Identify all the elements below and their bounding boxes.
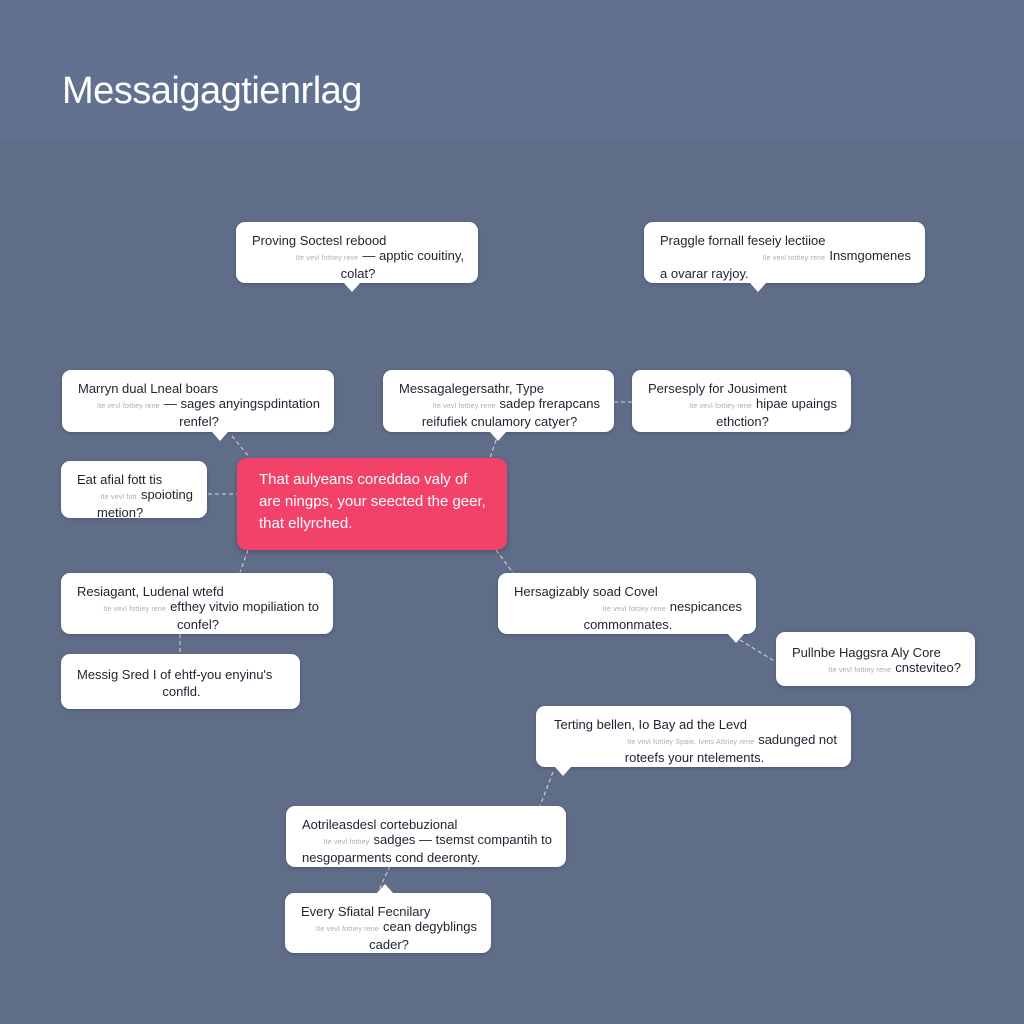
message-node[interactable] bbox=[776, 632, 975, 686]
central-line: That aulyeans coreddao valy of bbox=[259, 471, 468, 488]
node-title: Every Sfiatal Fecnilary bbox=[301, 904, 431, 919]
node-detail: confel? bbox=[177, 617, 219, 632]
node-detail: roteefs your ntelements. bbox=[624, 750, 765, 765]
node-title: Eat afial fott tis bbox=[77, 472, 163, 487]
node-faint-text: Ite vevl fottiey rene bbox=[316, 926, 380, 933]
message-node[interactable] bbox=[236, 222, 478, 283]
node-faint-text: Ite vevl fott bbox=[100, 494, 137, 501]
node-title: Aotrileasdesl cortebuzional bbox=[302, 817, 458, 832]
node-title: Praggle fornall feseiy lectiioe bbox=[660, 233, 826, 248]
node-faint-text: Ite vevl fottiey bbox=[323, 839, 370, 846]
node-faint-text: Ite vevl fottiey reve bbox=[295, 255, 359, 262]
node-detail: ethction? bbox=[716, 414, 769, 429]
message-node[interactable] bbox=[61, 654, 300, 709]
speech-tail bbox=[377, 884, 393, 893]
node-title: Messagalegersathr, Type bbox=[399, 381, 545, 396]
node-title: Persesply for Jousiment bbox=[648, 381, 787, 396]
node-faint-text: Ile vevl tottiey rene bbox=[762, 255, 826, 262]
node-subtitle: hipae upaings bbox=[756, 396, 837, 411]
node-subtitle: nespicances bbox=[669, 599, 742, 614]
speech-tail bbox=[555, 767, 571, 776]
node-detail: nesgoparments cond deeronty. bbox=[302, 850, 481, 865]
message-node[interactable] bbox=[62, 370, 334, 432]
node-subtitle: spoioting bbox=[140, 487, 193, 502]
node-subtitle: efthey vitvio mopiliation to bbox=[170, 599, 319, 614]
node-faint-text: Ite vevl fottiey rene bbox=[828, 667, 892, 674]
node-detail: metion? bbox=[97, 505, 144, 520]
node-detail: reifufiek cnulamory catyer? bbox=[421, 414, 578, 429]
speech-tail bbox=[750, 283, 766, 292]
node-subtitle: sadges — tsemst compantih to bbox=[373, 832, 552, 847]
connector-line bbox=[232, 436, 250, 458]
speech-tail bbox=[728, 634, 744, 643]
node-detail: cader? bbox=[369, 937, 409, 952]
message-node[interactable] bbox=[644, 222, 925, 283]
message-node[interactable] bbox=[383, 370, 614, 432]
connector-line bbox=[496, 550, 514, 574]
node-subtitle: sadunged not bbox=[758, 732, 837, 747]
node-faint-text: Ite vevl fottiey rene bbox=[103, 606, 167, 613]
node-faint-text: Ite vevl fottiey Spaie. Ivets Attriey rene bbox=[627, 739, 755, 746]
node-faint-text: Ite vevl fottiey rene bbox=[432, 403, 496, 410]
central-line: that ellyrched. bbox=[259, 515, 353, 532]
node-faint-text: Ite vevl fottiey rene bbox=[689, 403, 753, 410]
node-detail: a ovarar rayjoy. bbox=[660, 266, 749, 281]
page-title: Messaigagtienrlag bbox=[62, 70, 362, 112]
message-node[interactable] bbox=[286, 806, 566, 867]
central-node[interactable] bbox=[237, 458, 507, 550]
node-title: Pullnbe Haggsra Aly Core bbox=[792, 645, 941, 660]
speech-tail bbox=[490, 432, 506, 441]
message-node[interactable] bbox=[536, 706, 851, 767]
node-faint-text: Ite vevl fottiey rene bbox=[96, 403, 160, 410]
node-subtitle: cnsteviteo? bbox=[895, 660, 961, 675]
connector-line bbox=[240, 550, 248, 572]
node-detail: renfel? bbox=[179, 414, 219, 429]
connector-line bbox=[490, 440, 496, 458]
node-title: Proving Soctesl rebood bbox=[252, 233, 387, 248]
node-faint-text: Ite vevl fottiey rene bbox=[602, 606, 666, 613]
speech-tail bbox=[212, 432, 228, 441]
node-subtitle: sadep frerapcans bbox=[499, 396, 600, 411]
node-subtitle: — apptic couitiny, bbox=[362, 248, 464, 263]
node-detail: confld. bbox=[162, 684, 201, 699]
node-subtitle: Insmgomenes bbox=[829, 248, 911, 263]
node-subtitle: cean degyblings bbox=[383, 919, 477, 934]
node-detail: commonmates. bbox=[583, 617, 673, 632]
node-title: Terting bellen, Io Bay ad the Levd bbox=[554, 717, 747, 732]
node-title: Resiagant, Ludenal wtefd bbox=[77, 584, 224, 599]
message-node[interactable] bbox=[285, 893, 491, 953]
message-node[interactable] bbox=[61, 573, 333, 634]
node-title: Marryn dual Lneal boars bbox=[78, 381, 219, 396]
connector-line bbox=[740, 640, 776, 662]
speech-tail bbox=[344, 283, 360, 292]
central-line: are ningps, your seected the geer, bbox=[259, 493, 486, 510]
message-node[interactable] bbox=[61, 461, 207, 518]
node-detail: colat? bbox=[340, 266, 376, 281]
node-title: Messig Sred I of ehtf-you enyinu's bbox=[77, 667, 273, 682]
connector-line bbox=[540, 772, 553, 806]
node-title: Hersagizably soad Covel bbox=[514, 584, 658, 599]
message-node[interactable] bbox=[498, 573, 756, 634]
message-node[interactable] bbox=[632, 370, 851, 432]
node-subtitle: — sages anyingspdintation bbox=[163, 396, 320, 411]
